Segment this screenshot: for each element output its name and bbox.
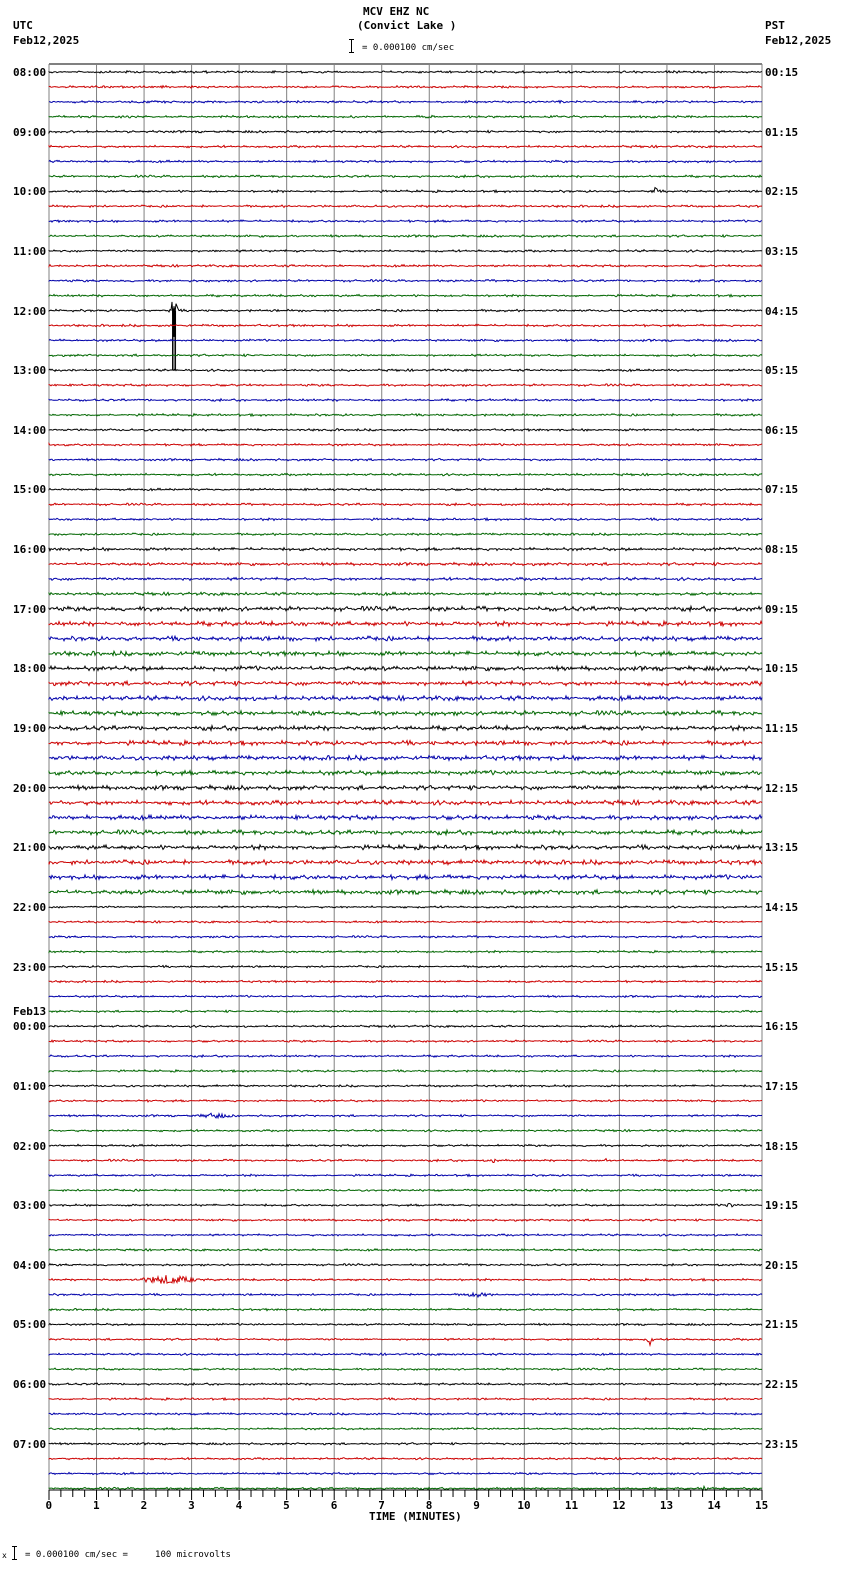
trace-line <box>49 875 762 880</box>
trace-line <box>49 175 762 177</box>
utc-hour-label: 06:00 <box>13 1378 47 1392</box>
pst-hour-label: 08:15 <box>765 543 799 557</box>
trace-line <box>49 444 762 446</box>
utc-hour-label: 05:00 <box>13 1318 47 1332</box>
trace-line <box>49 785 762 790</box>
utc-hour-label: 21:00 <box>13 841 47 855</box>
pst-hour-label: 22:15 <box>765 1378 799 1392</box>
utc-label: UTC <box>13 19 33 32</box>
pst-hour-label: 06:15 <box>765 423 799 437</box>
time-grid <box>49 64 762 1490</box>
utc-hour-label: 22:00 <box>13 900 47 914</box>
trace-line <box>49 1174 762 1176</box>
trace-line <box>49 399 762 401</box>
utc-hour-label: 03:00 <box>13 1199 47 1213</box>
trace-line <box>49 86 762 88</box>
trace-line <box>49 295 762 297</box>
trace-line <box>49 384 762 386</box>
trace-line <box>49 265 762 267</box>
trace-line <box>49 1025 762 1027</box>
trace-line <box>49 726 762 731</box>
pst-hour-label: 02:15 <box>765 185 799 199</box>
trace-line <box>49 429 762 431</box>
x-tick-label: 10 <box>517 1499 531 1512</box>
trace-line <box>49 666 762 671</box>
utc-hour-label: 15:00 <box>13 483 47 497</box>
trace-line <box>49 71 762 73</box>
pst-hour-label: 23:15 <box>765 1437 799 1451</box>
trace-line <box>49 1085 762 1087</box>
x-tick-label: 6 <box>330 1499 338 1512</box>
trace-line <box>49 1055 762 1057</box>
trace-line <box>49 473 762 475</box>
utc-date: Feb12,2025 <box>13 34 80 47</box>
pst-hour-label: 12:15 <box>765 781 799 795</box>
trace-line <box>49 1113 762 1118</box>
trace-line <box>49 577 762 580</box>
trace-line <box>49 756 762 761</box>
x-tick-label: 2 <box>140 1499 148 1512</box>
utc-hour-label: 16:00 <box>13 543 47 557</box>
utc-hour-label: 09:00 <box>13 125 47 139</box>
trace-line <box>49 205 762 207</box>
utc-date-change-label: Feb13 <box>13 1005 47 1019</box>
trace-line <box>49 1473 762 1475</box>
x-tick-label: 0 <box>45 1499 53 1512</box>
trace-line <box>49 548 762 551</box>
x-tick-label: 5 <box>283 1499 290 1512</box>
trace-line <box>49 906 762 908</box>
trace-line <box>49 160 762 162</box>
trace-line <box>49 131 762 133</box>
pst-hour-label: 17:15 <box>765 1079 799 1093</box>
utc-hour-label: 18:00 <box>13 662 47 676</box>
trace-line <box>49 936 762 938</box>
trace-line <box>49 800 762 805</box>
pst-hour-label: 07:15 <box>765 483 799 497</box>
pst-hour-label: 01:15 <box>765 125 799 139</box>
seismic-traces <box>49 71 762 1491</box>
trace-line <box>49 235 762 237</box>
trace-line <box>49 621 762 626</box>
x-tick-label: 1 <box>93 1499 100 1512</box>
x-axis-title: TIME (MINUTES) <box>369 1510 462 1523</box>
pst-date: Feb12,2025 <box>765 34 832 47</box>
utc-hour-label: 04:00 <box>13 1258 47 1272</box>
pst-hour-label: 09:15 <box>765 602 799 616</box>
x-tick-label: 14 <box>707 1499 721 1512</box>
trace-line <box>49 1264 762 1266</box>
trace-line <box>49 1338 762 1345</box>
trace-line <box>49 1159 762 1163</box>
trace-line <box>49 1443 762 1445</box>
utc-hour-label: 01:00 <box>13 1079 47 1093</box>
utc-hour-label: 20:00 <box>13 781 47 795</box>
x-tick-label: 13 <box>659 1499 674 1512</box>
trace-line <box>49 1040 762 1042</box>
x-tick-label: 9 <box>473 1499 480 1512</box>
x-tick-label: 3 <box>188 1499 195 1512</box>
trace-line <box>49 1458 762 1460</box>
utc-hour-label: 11:00 <box>13 244 47 258</box>
trace-line <box>49 280 762 282</box>
trace-line <box>49 324 762 326</box>
x-tick-label: 15 <box>755 1499 769 1512</box>
trace-line <box>49 563 762 566</box>
footer-scale-note: = 0.000100 cm/sec = 100 microvolts <box>25 1550 231 1560</box>
pst-hour-label: 04:15 <box>765 304 799 318</box>
trace-line <box>49 488 762 490</box>
trace-line <box>49 1275 762 1283</box>
trace-line <box>49 592 762 595</box>
trace-line <box>49 145 762 147</box>
utc-hour-label: 13:00 <box>13 364 47 378</box>
x-tick-label: 8 <box>425 1499 433 1512</box>
trace-line <box>49 951 762 953</box>
footer-scale-bar-icon <box>14 1546 18 1560</box>
trace-line <box>49 980 762 982</box>
trace-line <box>49 696 762 701</box>
pst-hour-label: 00:15 <box>765 66 799 79</box>
pst-hour-label: 14:15 <box>765 900 799 914</box>
trace-line <box>49 220 762 222</box>
trace-line <box>49 1100 762 1102</box>
pst-hour-label: 19:15 <box>765 1199 799 1213</box>
utc-hour-label: 14:00 <box>13 423 47 437</box>
trace-line <box>49 845 762 850</box>
trace-line <box>49 966 762 968</box>
pst-hour-label: 16:15 <box>765 1020 799 1034</box>
time-axis <box>49 1490 762 1500</box>
trace-line <box>49 681 762 686</box>
trace-line <box>49 1234 762 1236</box>
utc-hour-label: 17:00 <box>13 602 47 616</box>
pst-hour-label: 21:15 <box>765 1318 799 1332</box>
trace-line <box>49 770 762 775</box>
utc-hour-label: 12:00 <box>13 304 47 318</box>
pst-hour-label: 13:15 <box>765 841 799 855</box>
trace-line <box>49 1130 762 1132</box>
trace-line <box>49 1353 762 1355</box>
pst-hour-label: 10:15 <box>765 662 799 676</box>
trace-line <box>49 1413 762 1415</box>
utc-hour-label: 02:00 <box>13 1139 47 1153</box>
trace-line <box>49 369 762 371</box>
station-location: (Convict Lake ) <box>357 19 457 32</box>
trace-line <box>49 1203 762 1206</box>
trace-line <box>49 606 762 611</box>
trace-line <box>49 1323 762 1325</box>
trace-line <box>49 1010 762 1012</box>
pst-hour-label: 15:15 <box>765 960 799 974</box>
trace-line <box>49 995 762 997</box>
trace-line <box>49 1428 762 1430</box>
footer-prefix: x <box>2 1551 7 1560</box>
utc-hour-label: 19:00 <box>13 722 47 736</box>
trace-line <box>49 302 762 318</box>
trace-line <box>49 339 762 341</box>
trace-line <box>49 636 762 641</box>
trace-line <box>49 1293 762 1297</box>
scale-label: = 0.000100 cm/sec <box>362 43 455 53</box>
trace-line <box>49 188 762 193</box>
x-tick-label: 11 <box>564 1499 579 1512</box>
utc-hour-label: 23:00 <box>13 960 47 974</box>
trace-line <box>49 414 762 416</box>
pst-hour-label: 03:15 <box>765 244 799 258</box>
trace-line <box>49 1368 762 1370</box>
trace-line <box>49 1398 762 1400</box>
trace-line <box>49 1189 762 1191</box>
utc-hour-label: 10:00 <box>13 185 47 199</box>
trace-line <box>49 533 762 535</box>
trace-line <box>49 1219 762 1221</box>
trace-line <box>49 741 762 746</box>
pst-label: PST <box>765 19 785 32</box>
trace-line <box>49 830 762 835</box>
trace-line <box>49 459 762 461</box>
trace-line <box>49 651 762 656</box>
trace-line <box>49 1070 762 1072</box>
station-title: MCV EHZ NC <box>363 5 430 18</box>
trace-line <box>49 815 762 820</box>
trace-line <box>49 711 762 716</box>
pst-hour-label: 20:15 <box>765 1258 799 1272</box>
trace-line <box>49 1144 762 1146</box>
trace-line <box>49 101 762 103</box>
trace-line <box>49 1249 762 1251</box>
utc-hour-label: 07:00 <box>13 1437 47 1451</box>
trace-line <box>49 250 762 252</box>
utc-hour-label: 00:00 <box>13 1020 47 1034</box>
trace-line <box>49 921 762 923</box>
x-tick-label: 7 <box>378 1499 385 1512</box>
x-tick-label: 4 <box>235 1499 243 1512</box>
pst-hour-label: 18:15 <box>765 1139 799 1153</box>
trace-line <box>49 890 762 895</box>
pst-hour-label: 11:15 <box>765 722 799 736</box>
trace-line <box>49 860 762 865</box>
trace-line <box>49 1383 762 1385</box>
x-tick-label: 12 <box>612 1499 626 1512</box>
trace-line <box>49 354 762 356</box>
utc-hour-label: 08:00 <box>13 66 47 79</box>
trace-line <box>49 503 762 505</box>
trace-line <box>49 518 762 520</box>
pst-hour-label: 05:15 <box>765 364 799 378</box>
trace-line <box>49 116 762 118</box>
trace-line <box>49 1309 762 1311</box>
